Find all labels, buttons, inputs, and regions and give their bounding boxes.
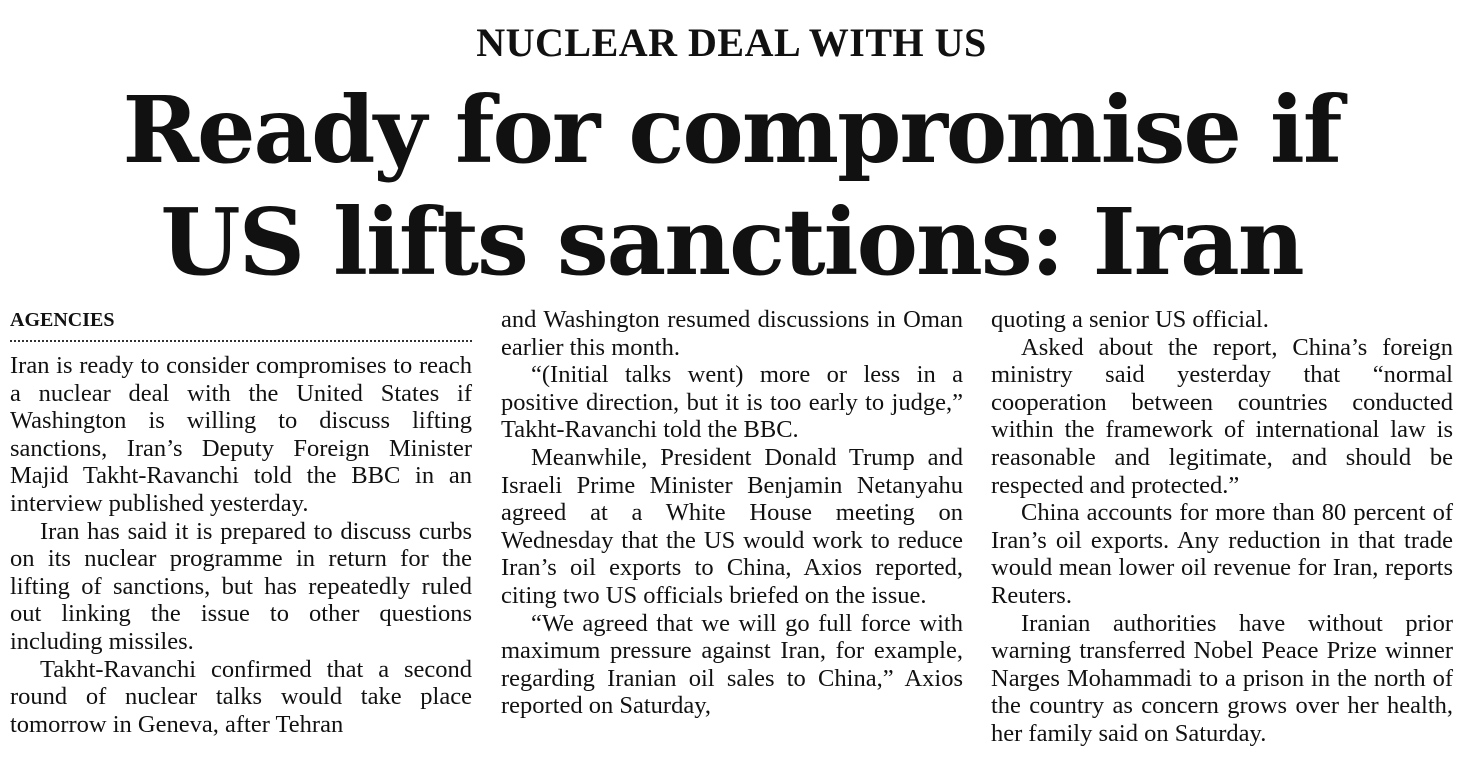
paragraph: Iranian authorities have without prior warning transferred Nobel Peace Prize winner Narges Mohammadi to a prison in the north of the country as concern grows over her health, her family said on Saturday. [991, 609, 1453, 747]
byline: AGENCIES [10, 306, 472, 342]
article-column-3 [991, 306, 1453, 748]
paragraph: Meanwhile, President Donald Trump and Israeli Prime Minister Benjamin Netanyahu agreed at a White House meeting on Wednesday that the US would work to reduce Iran’s oil exports to China, Axios reported, citing two US officials briefed on the issue. [501, 443, 963, 609]
paragraph: Takht-Ravanchi confirmed that a second round of nuclear talks would take place tomorrow in Geneva, after Tehran [10, 655, 472, 738]
paragraph: “(Initial talks went) more or less in a positive direction, but it is too early to judge,” Takht-Ravanchi told the BBC. [501, 361, 963, 444]
article-column-1 [10, 306, 472, 738]
paragraph: Asked about the report, China’s foreign ministry said yesterday that “normal cooperation between countries conducted within the framework of international law is reasonable and legitimate, and should be respected and protected.” [991, 333, 1453, 499]
paragraph: China accounts for more than 80 percent of Iran’s oil exports. Any reduction in that trade would mean lower oil revenue for Iran, reports Reuters. [991, 499, 1453, 609]
headline-line-2: US lifts sanctions: Iran [160, 188, 1303, 296]
paragraph: “We agreed that we will go full force with maximum pressure against Iran, for example, regarding Iranian oil sales to China,” Axios reported on Saturday, [501, 609, 963, 720]
kicker: NUCLEAR DEAL WITH US [476, 20, 987, 65]
headline-line-1: Ready for compromise if [122, 76, 1341, 184]
paragraph: and Washington resumed discussions in Oman earlier this month. [501, 306, 963, 361]
paragraph: Iran is ready to consider compromises to reach a nuclear deal with the United States if Washington is willing to discuss lifting sanctions, Iran’s Deputy Foreign Minister Majid Takht-Ravanchi told the BBC in an interview published yesterday. [10, 352, 472, 517]
article-column-2 [501, 306, 963, 720]
headline [0, 74, 1463, 298]
paragraph: Iran has said it is prepared to discuss curbs on its nuclear programme in return for the lifting of sanctions, but has repeatedly ruled out linking the issue to other questions including missiles. [10, 517, 472, 655]
paragraph: quoting a senior US official. [991, 306, 1269, 333]
